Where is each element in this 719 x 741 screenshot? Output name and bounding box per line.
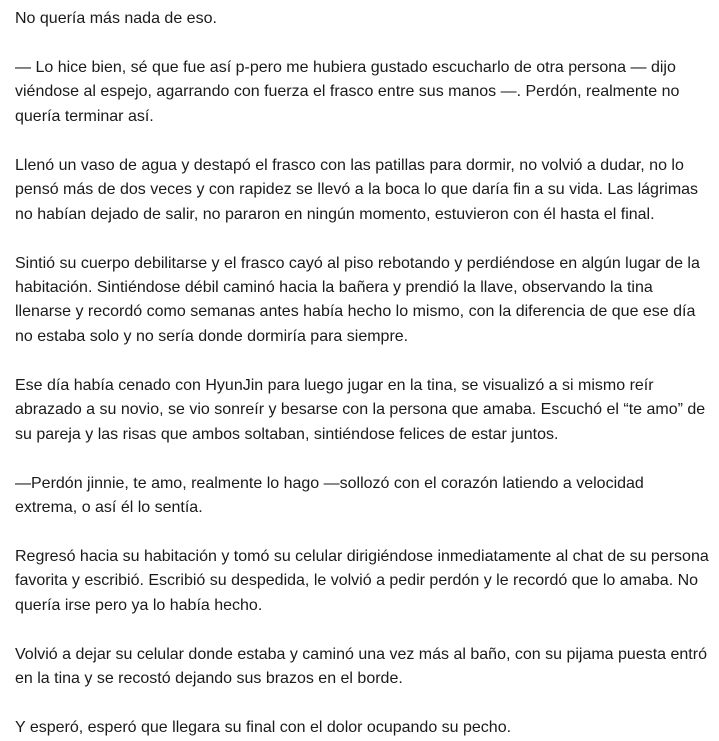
- paragraph-2: — Lo hice bien, sé que fue así p-pero me hubiera gustado escucharlo de otra persona — dijo viéndose al espejo, agarrando con fuerza el frasco entre sus manos —. Perdón, realmente no quería terminar así.: [15, 59, 680, 125]
- paragraph-7: Regresó hacia su habitación y tomó su celular dirigiéndose inmediatamente al chat de su persona favorita y escribió. Escribió su despedida, le volvió a pedir perdón y le recordó que lo amaba. No quería irse pero ya lo había hecho.: [15, 548, 709, 614]
- paragraph-4: Sintió su cuerpo debilitarse y el frasco cayó al piso rebotando y perdiéndose en algún lugar de la habitación. Sintiéndose débil caminó hacia la bañera y prendió la llave, observando la tina llenarse y recordó como semanas antes había hecho lo mismo, con la diferencia de que ese día no estaba solo y no sería donde dormiría para siempre.: [15, 254, 700, 345]
- paragraph-8: Volvió a dejar su celular donde estaba y caminó una vez más al baño, con su pijama puesta entró en la tina y se recostó dejando sus brazos en el borde.: [15, 645, 707, 688]
- paragraph-5: Ese día había cenado con HyunJin para luego jugar en la tina, se visualizó a si mismo reír abrazado a su novio, se vio sonreír y besarse con la persona que amaba. Escuchó el “te amo” de su pareja y las risas que ambos soltaban, sintiéndose felices de estar juntos.: [15, 376, 706, 443]
- paragraph-3: Llenó un vaso de agua y destapó el frasco con las patillas para dormir, no volvió a dudar, no lo pensó más de dos veces y con rapidez se llevó a la boca lo que daría fin a su vida. Las lágrimas no habían dejado de salir, no pararon en ningún momento, estuvieron con él hasta el final.: [15, 156, 699, 223]
- paragraph-1: No quería más nada de eso.: [15, 10, 217, 27]
- paragraph-6: —Perdón jinnie, te amo, realmente lo hago —sollozó con el corazón latiendo a velocidad extrema, o así él lo sentía.: [15, 474, 644, 517]
- paragraph-9: Y esperó, esperó que llegara su final con el dolor ocupando su pecho.: [15, 719, 512, 737]
